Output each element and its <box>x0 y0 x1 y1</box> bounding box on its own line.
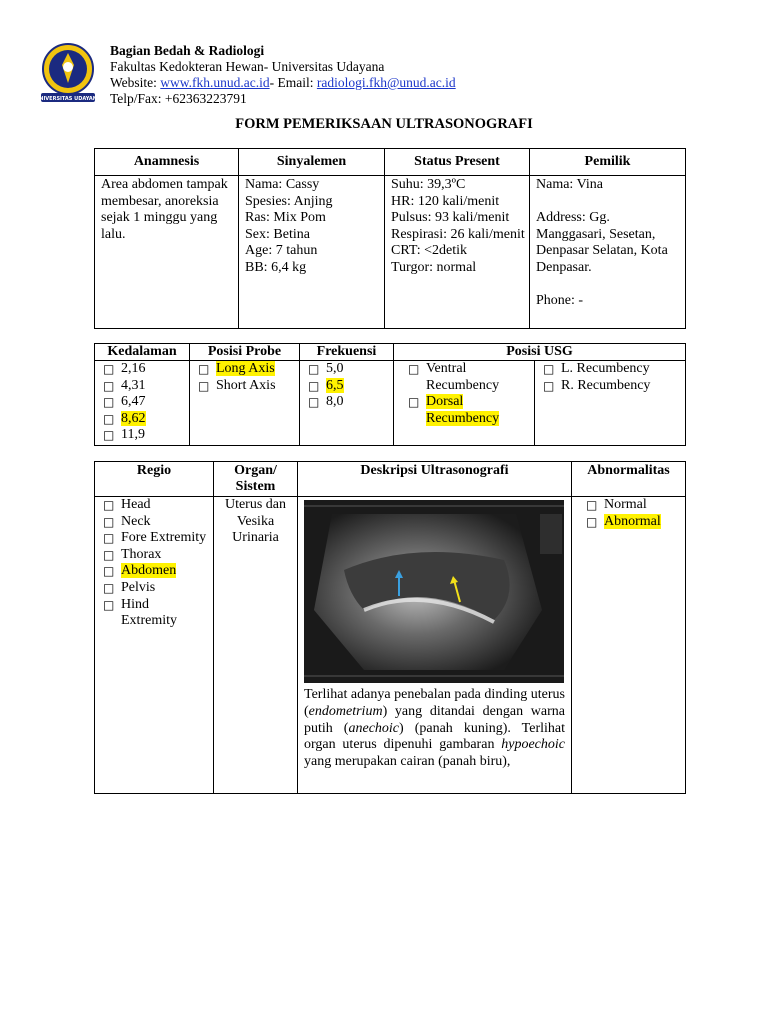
owner-address: Address: Gg. Manggasari, Sesetan, Denpasar Selatan, Kota Denpasar. <box>536 210 668 275</box>
col-frekuensi: Frekuensi <box>300 344 394 361</box>
checkbox-option-selected[interactable]: □ Long Axis <box>196 361 293 378</box>
col-kedalaman: Kedalaman <box>95 344 190 361</box>
letterhead <box>110 43 456 107</box>
frekuensi-cell <box>300 361 394 446</box>
col-abnormalitas: Abnormalitas <box>572 462 686 497</box>
checkbox-option[interactable]: □ Short Axis <box>196 378 293 395</box>
sinyalemen-line: Sex: Betina <box>245 226 310 242</box>
sinyalemen-line: Ras: Mix Pom <box>245 210 326 226</box>
status-present-cell <box>385 176 530 329</box>
anamnesis-cell: Area abdomen tampak membesar, anoreksia sejak 1 minggu yang lalu. <box>95 176 239 329</box>
department-name: Bagian Bedah & Radiologi <box>110 43 265 58</box>
owner-name: Nama: Vina <box>536 177 603 192</box>
col-deskripsi: Deskripsi Ultrasonografi <box>298 462 572 497</box>
checkbox-option[interactable]: □ L. Recumbency <box>541 361 679 378</box>
form-title: FORM PEMERIKSAAN ULTRASONOGRAFI <box>235 116 533 132</box>
patient-info-table <box>94 148 686 329</box>
checkbox-option-selected[interactable]: □ Dorsal Recumbency <box>406 394 528 427</box>
posisi-usg-right-cell <box>535 361 686 446</box>
checkbox-option[interactable]: □ 5,0 <box>306 361 387 378</box>
status-line: CRT: <2detik <box>391 243 467 259</box>
status-line: Suhu: 39,3ºC <box>391 177 466 192</box>
checkbox-option[interactable]: □ 4,31 <box>101 378 183 395</box>
status-line: Pulsus: 93 kali/menit <box>391 210 510 226</box>
checkbox-option[interactable]: □ Pelvis <box>101 580 207 597</box>
checkbox-option[interactable]: □ Ventral Recumbency <box>406 361 528 394</box>
abnormalitas-cell <box>572 497 686 794</box>
description-text: Terlihat adanya penebalan pada dinding uterus (endometrium) yang ditandai dengan warna putih (anechoic) (panah kuning). Terlihat organ uterus dipenuhi gambaran hypoechoic yang merupakan cairan (panah biru), <box>304 687 565 770</box>
ultrasound-image <box>304 500 564 683</box>
checkbox-option-selected[interactable]: □ Abdomen <box>101 563 207 580</box>
email-label: - Email: <box>269 75 317 90</box>
sinyalemen-line: Nama: Cassy <box>245 177 320 192</box>
col-pemilik: Pemilik <box>530 149 686 176</box>
col-posisi-probe: Posisi Probe <box>190 344 300 361</box>
phone-line: Telp/Fax: +62363223791 <box>110 91 247 106</box>
contact-line <box>110 75 456 91</box>
svg-text:UNIVERSITAS UDAYANA: UNIVERSITAS UDAYANA <box>35 96 101 102</box>
deskripsi-cell <box>298 497 572 794</box>
sinyalemen-line: Spesies: Anjing <box>245 193 333 209</box>
posisi-usg-left-cell <box>394 361 535 446</box>
usg-findings-table <box>94 461 686 794</box>
posisi-probe-cell <box>190 361 300 446</box>
regio-cell <box>95 497 214 794</box>
sinyalemen-line: BB: 6,4 kg <box>245 259 307 275</box>
col-posisi-usg: Posisi USG <box>394 344 686 361</box>
checkbox-option[interactable]: □ 2,16 <box>101 361 183 378</box>
checkbox-option-selected[interactable]: □ 8,62 <box>101 411 183 428</box>
kedalaman-cell <box>95 361 190 446</box>
status-line: HR: 120 kali/menit <box>391 193 500 209</box>
usg-settings-table <box>94 343 686 446</box>
website-link[interactable]: www.fkh.unud.ac.id <box>160 75 270 90</box>
email-link[interactable]: radiologi.fkh@unud.ac.id <box>316 75 456 90</box>
checkbox-option[interactable]: □ Fore Extremity <box>101 530 207 547</box>
owner-phone: Phone: - <box>536 293 584 309</box>
col-regio: Regio <box>95 462 214 497</box>
checkbox-option[interactable]: □ 8,0 <box>306 394 387 411</box>
university-logo <box>35 43 101 103</box>
checkbox-option[interactable]: □ Neck <box>101 514 207 531</box>
checkbox-option-selected[interactable]: □ Abnormal <box>584 514 679 531</box>
checkbox-option[interactable]: □ Normal <box>584 497 679 514</box>
col-status-present: Status Present <box>385 149 530 176</box>
checkbox-option[interactable]: □ Head <box>101 497 207 514</box>
pemilik-cell <box>530 176 686 329</box>
col-organ-sistem: Organ/ Sistem <box>214 462 298 497</box>
col-anamnesis: Anamnesis <box>95 149 239 176</box>
checkbox-option-selected[interactable]: □ 6,5 <box>306 378 387 395</box>
checkbox-option[interactable]: □ Thorax <box>101 547 207 564</box>
checkbox-option[interactable]: □ 11,9 <box>101 427 183 444</box>
faculty-name: Fakultas Kedokteran Hewan- Universitas Udayana <box>110 59 385 74</box>
checkbox-option[interactable]: □ 6,47 <box>101 394 183 411</box>
col-sinyalemen: Sinyalemen <box>239 149 385 176</box>
status-line: Respirasi: 26 kali/menit <box>391 226 525 242</box>
website-label: Website: <box>110 75 161 90</box>
status-line: Turgor: normal <box>391 259 477 275</box>
checkbox-option[interactable]: □ Hind Extremity <box>101 597 207 630</box>
checkbox-option[interactable]: □ R. Recumbency <box>541 378 679 395</box>
organ-cell: Uterus dan Vesika Urinaria <box>214 497 298 794</box>
sinyalemen-cell <box>239 176 385 329</box>
sinyalemen-line: Age: 7 tahun <box>245 243 318 259</box>
